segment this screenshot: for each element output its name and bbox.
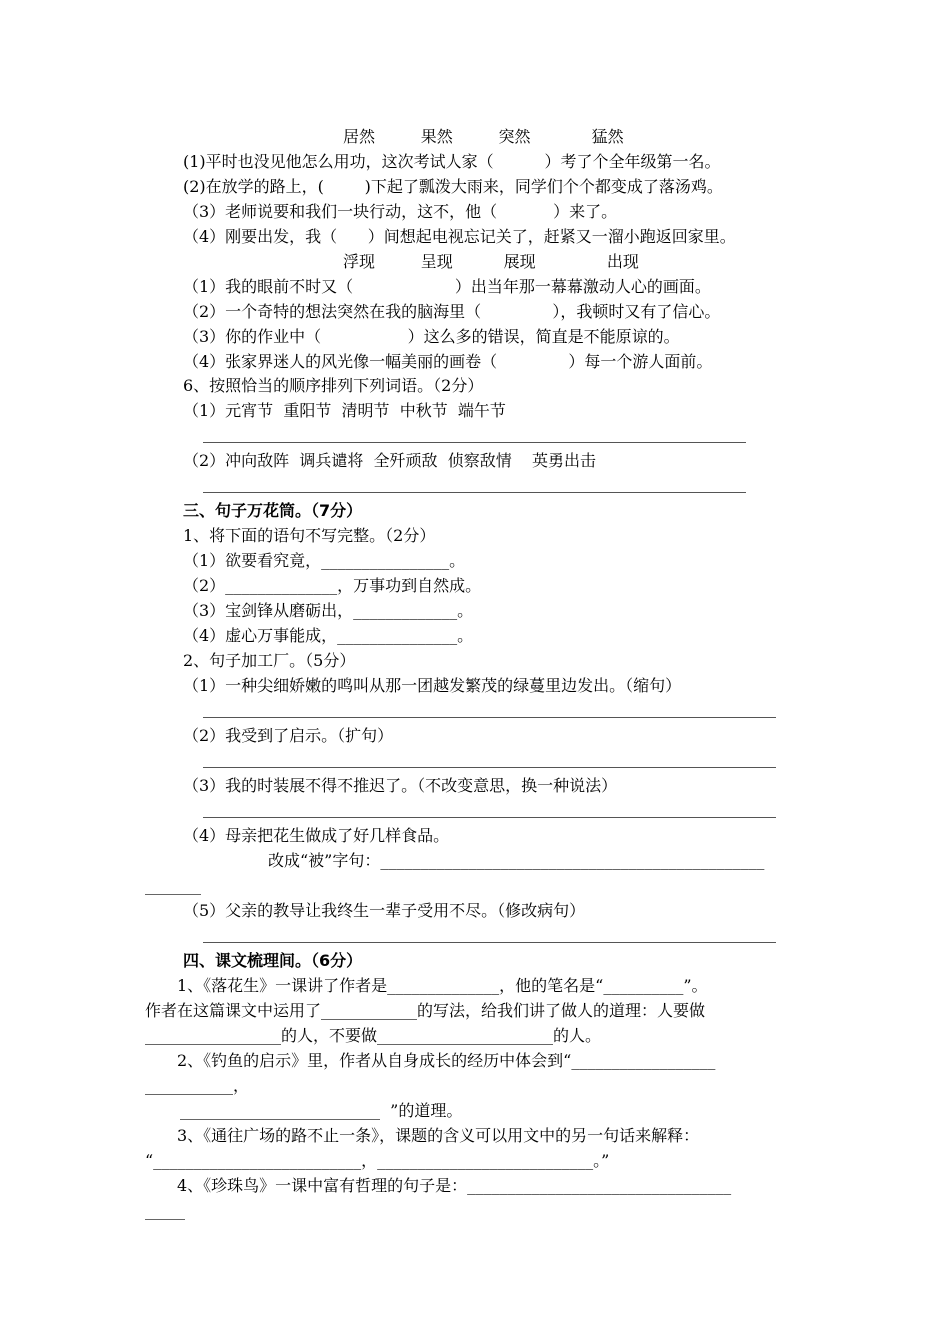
question-line: （5）父亲的教导让我终生一辈子受用不尽。（修改病句）	[183, 901, 586, 920]
question-line: （4）张家界迷人的风光像一幅美丽的画卷（ ）每一个游人面前。	[183, 352, 713, 371]
question-line: （2）冲向敌阵 调兵谴将 全歼顽敌 侦察敌情 英勇出击	[183, 451, 597, 470]
question-line: 4、《珍珠鸟》一课中富有哲理的句子是：_________________________________	[177, 1176, 732, 1195]
answer-line[interactable]	[203, 442, 746, 443]
answer-line[interactable]	[203, 942, 776, 943]
question-line: (1)平时也没见他怎么用功，这次考试人家（ ）考了个全年级第一名。	[183, 152, 721, 171]
question-line: （1）欲要看究竟，________________。	[183, 551, 466, 570]
question-line: （3）老师说要和我们一块行动，这不，他（ ）来了。	[183, 202, 618, 221]
section-heading: 三、句子万花筒。（7分）	[183, 501, 363, 520]
question-title: 2、句子加工厂。（5分）	[183, 651, 356, 670]
question-line: （3）宝剑锋从磨砺出，_____________。	[183, 601, 474, 620]
answer-line-continued: _______	[145, 876, 201, 895]
question-line: （4）刚要出发，我（ ）间想起电视忘记关了，赶紧又一溜小跑返回家里。	[183, 227, 736, 246]
question-line: （1）元宵节 重阳节 清明节 中秋节 端午节	[183, 401, 506, 420]
question-line: _________________的人，不要做______________________的人。	[145, 1026, 602, 1045]
question-line: (2)在放学的路上，( )下起了瓢泼大雨来，同学们个个都变成了落汤鸡。	[183, 177, 723, 196]
question-line: （1）一种尖细娇嫩的鸣叫从那一团越发繁茂的绿蔓里边发出。（缩句）	[183, 676, 682, 695]
question-line: ___________，	[145, 1076, 250, 1095]
question-title: 1、将下面的语句不写完整。（2分）	[183, 526, 436, 545]
question-line: （1）我的眼前不时又（ ）出当年那一幕幕激动人心的画面。	[183, 277, 711, 296]
question-line: _________________________ ”的道理。	[180, 1101, 463, 1120]
answer-line-continued: _____	[145, 1201, 185, 1220]
word-options-2: 浮现 呈现 展现 出现	[343, 252, 639, 271]
word-options-1: 居然 果然 突然 猛然	[343, 127, 624, 146]
question-line: 3、《通往广场的路不止一条》，课题的含义可以用文中的另一句话来解释：	[177, 1126, 700, 1145]
answer-line[interactable]	[203, 817, 776, 818]
question-line: “__________________________，___________________________。”	[145, 1151, 610, 1170]
question-line: （4）母亲把花生做成了好几样食品。	[183, 826, 450, 845]
section-heading: 四、课文梳理间。（6分）	[183, 951, 363, 970]
question-line: 作者在这篇课文中运用了____________的写法，给我们讲了做人的道理：人要做	[145, 1001, 706, 1020]
question-line: （2）我受到了启示。（扩句）	[183, 726, 394, 745]
question-line: （2）一个奇特的想法突然在我的脑海里（ ），我顿时又有了信心。	[183, 302, 721, 321]
question-line: （4）虚心万事能成，_______________。	[183, 626, 474, 645]
question-line: （3）我的时装展不得不推迟了。（不改变意思，换一种说法）	[183, 776, 618, 795]
answer-line[interactable]	[203, 717, 776, 718]
question-line: 1、《落花生》一课讲了作者是______________，他的笔名是“__________”。	[177, 976, 708, 995]
question-line: （3）你的作业中（ ）这么多的错误，简直是不能原谅的。	[183, 327, 680, 346]
answer-line[interactable]	[203, 767, 776, 768]
question-line: 改成“被”字句：________________________________________________	[268, 851, 765, 870]
question-title: 6、按照恰当的顺序排列下列词语。（2分）	[183, 376, 484, 395]
question-line: 2、《钓鱼的启示》里，作者从自身成长的经历中体会到“__________________	[177, 1051, 716, 1070]
question-line: （2）______________，万事功到自然成。	[183, 576, 482, 595]
answer-line[interactable]	[203, 492, 746, 493]
